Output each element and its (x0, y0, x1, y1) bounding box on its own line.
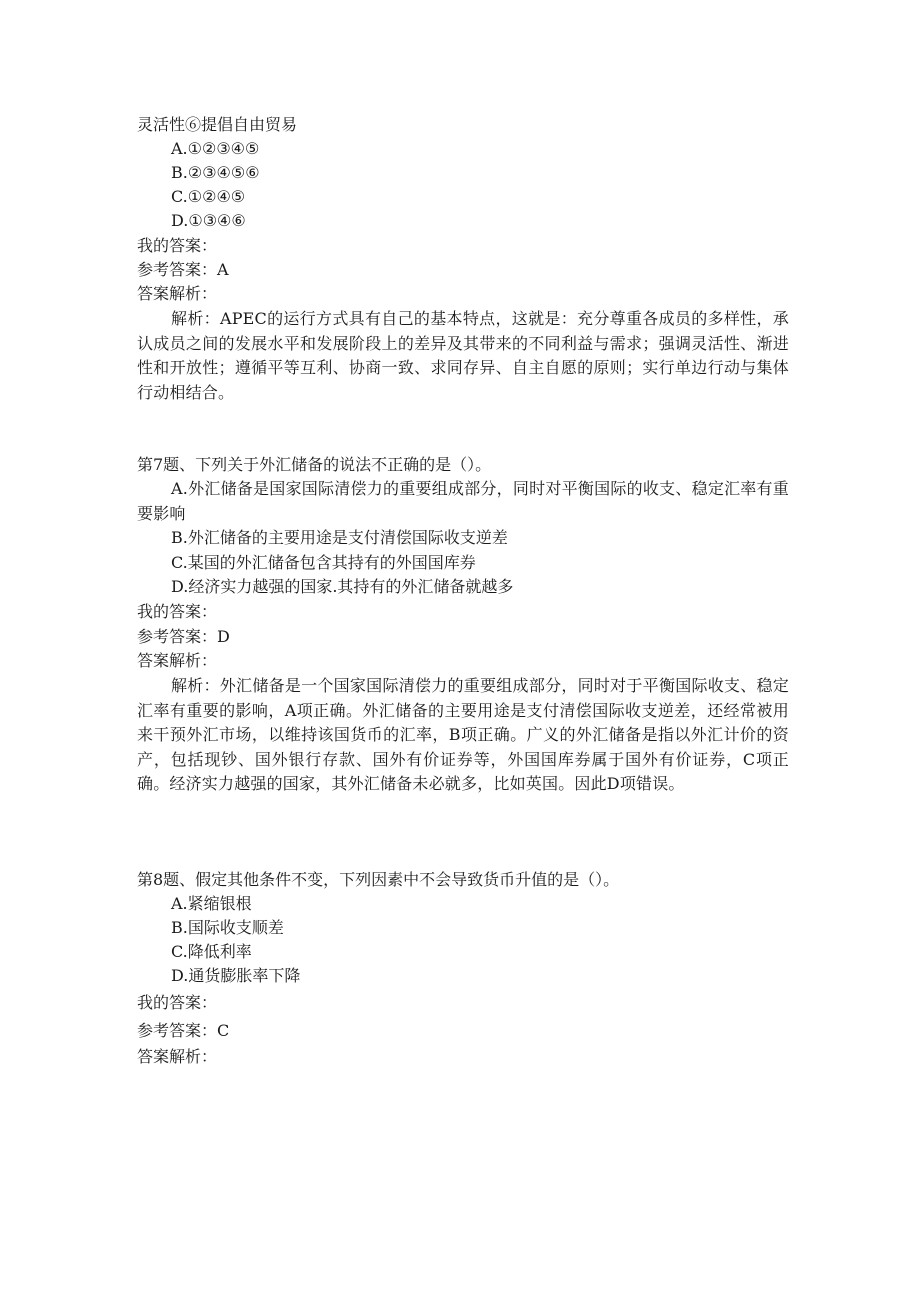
q6-option-b: B.②③④⑤⑥ (171, 163, 260, 182)
q8-option-a: A.紧缩银根 (171, 894, 252, 913)
q6-option-a: A.①②③④⑤ (171, 139, 260, 158)
q7-analysis-label: 答案解析： (137, 651, 218, 670)
q7-analysis-text: 解析：外汇储备是一个国家国际清偿力的重要组成部分，同时对于平衡国际收支、稳定汇率有重要的影响，A项正确。外汇储备的主要用途是支付清偿国际收支逆差，还经常被用来干预外汇市场，以维持该国货币的汇率，B项正确。广义的外汇储备是指以外汇计价的资产，包括现钞、国外银行存款、国外有价证券等，外国国库券属于国外有价证券，C项正确。经济实力越强的国家，其外汇储备未必就多，比如英国。因此D项错误。 (137, 676, 789, 793)
q8-option-b: B.国际收支顺差 (171, 918, 284, 937)
q7-reference-answer: 参考答案：D (137, 627, 230, 646)
q6-analysis-text: 解析：APEC的运行方式具有自己的基本特点，这就是：充分尊重各成员的多样性，承认成员之间的发展水平和发展阶段上的差异及其带来的不同利益与需求；强调灵活性、渐进性和开放性；遵循平等互利、协商一致、求同存异、自主自愿的原则；实行单边行动与集体行动相结合。 (137, 309, 789, 402)
q7-question: 第7题、下列关于外汇储备的说法不正确的是（）。 (137, 455, 492, 474)
q7-option-c: C.某国的外汇储备包含其持有的外国国库券 (171, 553, 476, 572)
q8-option-c: C.降低利率 (171, 942, 252, 961)
q6-stem-tail: 灵活性⑥提倡自由贸易 (137, 115, 298, 134)
q6-option-c: C.①②④⑤ (171, 187, 246, 206)
q8-analysis-label: 答案解析： (137, 1047, 218, 1066)
q6-analysis-label: 答案解析： (137, 284, 218, 303)
q8-option-d: D.通货膨胀率下降 (171, 966, 301, 985)
q8-question: 第8题、假定其他条件不变，下列因素中不会导致货币升值的是（）。 (137, 870, 620, 889)
q7-option-d: D.经济实力越强的国家.其持有的外汇储备就越多 (171, 577, 514, 596)
q7-my-answer: 我的答案： (137, 602, 218, 621)
q7-option-b: B.外汇储备的主要用途是支付清偿国际收支逆差 (171, 528, 508, 547)
q8-my-answer: 我的答案： (137, 993, 218, 1012)
q8-reference-answer: 参考答案：C (137, 1021, 230, 1040)
q6-reference-answer: 参考答案：A (137, 260, 229, 279)
q7-option-a: A.外汇储备是国家国际清偿力的重要组成部分，同时对平衡国际的收支、稳定汇率有重要影响 (137, 479, 789, 523)
q6-my-answer: 我的答案： (137, 236, 218, 255)
q6-option-d: D.①③④⑥ (171, 211, 246, 230)
